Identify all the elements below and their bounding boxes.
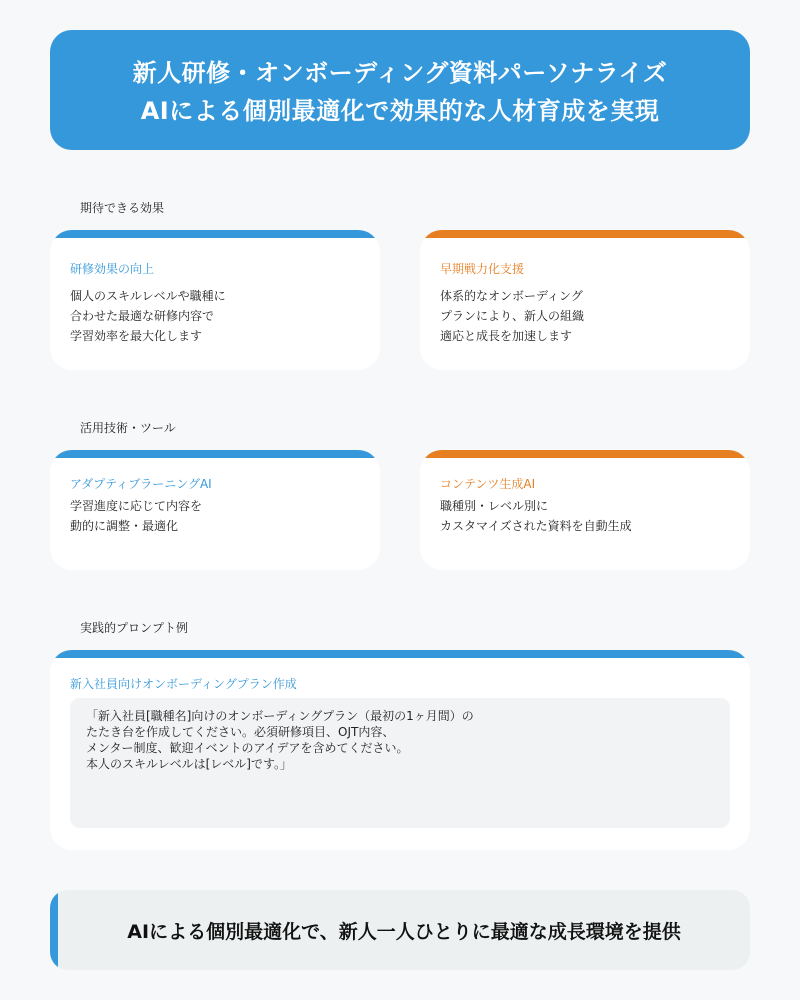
prompt-card-title: 新入社員向けオンボーディングプラン作成: [70, 677, 297, 691]
effect-card-title: 研修効果の向上: [70, 262, 155, 276]
card-accent-bar: [50, 650, 750, 658]
tool-card-content-generation: [420, 450, 750, 570]
card-accent-bar: [50, 450, 380, 458]
prompt-card: [50, 650, 750, 850]
prompt-section-label: 実践的プロンプト例: [80, 621, 189, 635]
header-title-line1: 新人研修・オンボーディング資料パーソナライズ: [132, 59, 668, 87]
footer-text: AIによる個別最適化で、新人一人ひとりに最適な成長環境を提供: [127, 920, 681, 943]
tool-card-description: 学習進度に応じて内容を 動的に調整・最適化: [70, 499, 203, 533]
card-accent-bar: [420, 450, 750, 458]
tool-card-adaptive-learning: [50, 450, 380, 570]
effect-card-early-ramp: [420, 230, 750, 370]
header-title-line2: AIによる個別最適化で効果的な人材育成を実現: [140, 97, 660, 125]
tool-card-description: 職種別・レベル別に カスタマイズされた資料を自動生成: [440, 499, 632, 533]
effect-card-description: 個人のスキルレベルや職種に 合わせた最適な研修内容で 学習効率を最大化します: [70, 289, 226, 343]
header-banner: [50, 30, 750, 150]
tool-card-title: コンテンツ生成AI: [440, 477, 536, 491]
footer-banner: [50, 890, 750, 970]
tools-section-label: 活用技術・ツール: [80, 421, 176, 435]
effect-card-description: 体系的なオンボーディング プランにより、新人の組織 適応と成長を加速します: [440, 289, 585, 343]
card-accent-bar: [420, 230, 750, 238]
effect-card-title: 早期戦力化支援: [440, 262, 525, 276]
effect-card-training: [50, 230, 380, 370]
prompt-example-text: 「新入社員[職種名]向けのオンボーディングプラン（最初の1ヶ月間）の たたき台を作成してください。必須研修項目、OJT内容、 メンター制度、歓迎イベントのアイデアを含めてください。 本人のスキルレベルは[レベル]です。」: [70, 698, 730, 828]
effects-section-label: 期待できる効果: [80, 201, 165, 215]
tool-card-title: アダプティブラーニングAI: [70, 477, 212, 491]
card-accent-bar: [50, 230, 380, 238]
